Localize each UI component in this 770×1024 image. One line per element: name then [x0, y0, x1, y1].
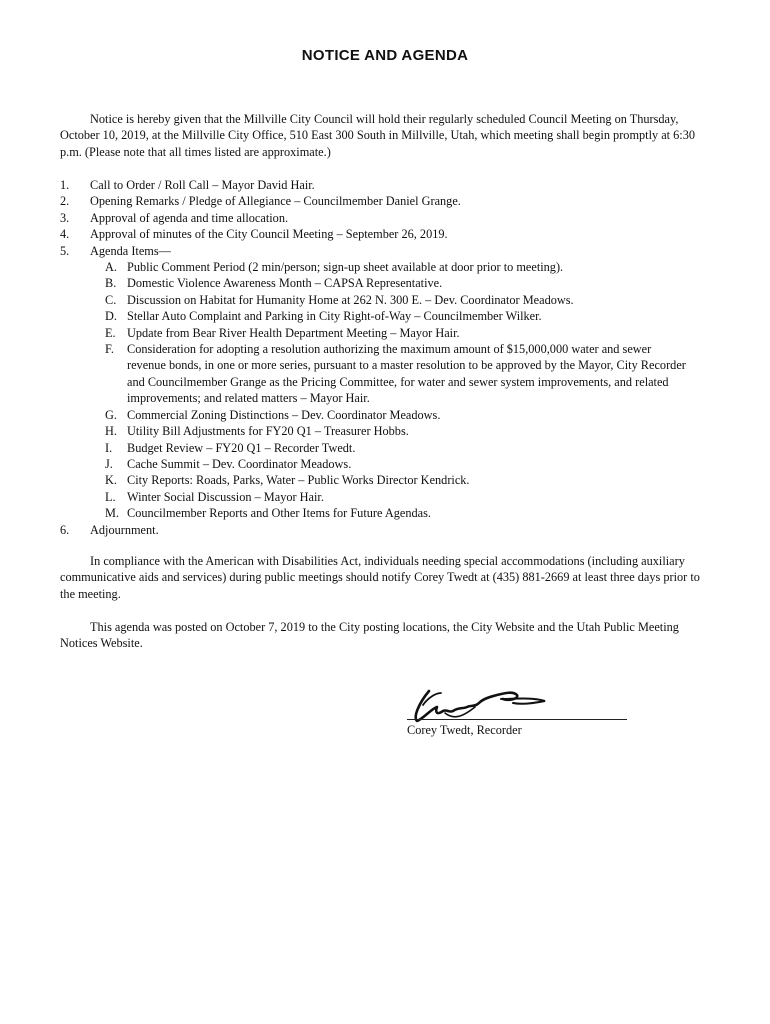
subitem-text: Public Comment Period (2 min/person; sign-up sheet available at door prior to meeting). — [127, 260, 564, 275]
subitem-letter: B. — [105, 276, 117, 291]
ada-notice-paragraph — [60, 553, 712, 602]
subitem-letter: L. — [105, 489, 116, 504]
subitem-letter: I. — [105, 440, 113, 455]
subitem-letter: C. — [105, 292, 117, 307]
subitem-letter: D. — [105, 309, 117, 324]
subitem-letter: M. — [105, 506, 120, 521]
item-number: 2. — [60, 194, 70, 209]
subitem-text: Commercial Zoning Distinctions – Dev. Coordinator Meadows. — [127, 407, 441, 422]
ada-notice-text: In compliance with the American with Disabilities Act, individuals needing special accommodations (including auxiliary communicative aids and services) during public meetings should notify Corey Twedt at (435) 881-2669 at least three days prior to the meeting. — [60, 554, 700, 601]
item-number: 1. — [60, 178, 70, 192]
item-text: Adjournment. — [90, 522, 159, 537]
intro-paragraph — [60, 111, 712, 160]
subitem-text: Councilmember Reports and Other Items for Future Agendas. — [127, 506, 431, 521]
agenda-subitems — [60, 259, 720, 522]
subitem-letter: F. — [105, 342, 114, 357]
agenda-item — [60, 210, 720, 226]
agenda-subitem — [60, 407, 720, 423]
intro-text: Notice is hereby given that the Millville City Council will hold their regularly scheduled Council Meeting on Thursday, October 10, 2019, at the Millville City Office, 510 East 300 South in Millville, Utah, which meeting shall begin promptly at 6:30 p.m. (Please note that all times listed are approximate.) — [60, 112, 696, 159]
agenda-item — [60, 177, 720, 193]
agenda-subitem — [60, 325, 720, 341]
agenda-item — [60, 193, 720, 209]
agenda-subitem — [60, 292, 720, 308]
item-text: Opening Remarks / Pledge of Allegiance – Councilmember Daniel Grange. — [90, 194, 461, 209]
subitem-text: Stellar Auto Complaint and Parking in City Right-of-Way – Councilmember Wilker. — [127, 309, 542, 324]
subitem-letter: A. — [105, 260, 117, 275]
posting-notice-paragraph — [60, 619, 712, 652]
subitem-text: Consideration for adopting a resolution authorizing the maximum amount of $15,000,000 water and sewer revenue bonds, in one or more series, pursuant to a master resolution to be approved by the Mayor, City Recorder and Councilmember Grange as the Pricing Committee, for water and sewer system improvements, and related improvements; and related matters – Mayor Hair. — [127, 342, 686, 406]
item-text: Approval of agenda and time allocation. — [90, 210, 289, 225]
subitem-letter: J. — [105, 456, 113, 471]
subitem-text: Domestic Violence Awareness Month – CAPSA Representative. — [127, 276, 443, 291]
subitem-letter: E. — [105, 325, 116, 340]
agenda-subitem — [60, 423, 720, 439]
subitem-text: Update from Bear River Health Department Meeting – Mayor Hair. — [127, 325, 460, 340]
subitem-letter: K. — [105, 473, 117, 488]
agenda-subitem — [60, 456, 720, 472]
agenda-item — [60, 243, 720, 522]
agenda-subitem — [60, 489, 720, 505]
item-text: Call to Order / Roll Call – Mayor David Hair. — [90, 178, 315, 192]
subitem-letter: G. — [105, 407, 117, 422]
agenda-subitem — [60, 259, 720, 275]
item-number: 4. — [60, 227, 70, 242]
subitem-text: Budget Review – FY20 Q1 – Recorder Twedt. — [127, 440, 356, 455]
subitem-text: Winter Social Discussion – Mayor Hair. — [127, 489, 324, 504]
subitem-text: City Reports: Roads, Parks, Water – Public Works Director Kendrick. — [127, 473, 470, 488]
agenda-item — [60, 522, 720, 538]
signatory-name: Corey Twedt, Recorder — [407, 723, 522, 737]
agenda-item — [60, 226, 720, 242]
subitem-text: Discussion on Habitat for Humanity Home at 262 N. 300 E. – Dev. Coordinator Meadows. — [127, 292, 574, 307]
item-number: 3. — [60, 210, 70, 225]
agenda-subitem — [60, 341, 720, 407]
subitem-text: Cache Summit – Dev. Coordinator Meadows. — [127, 456, 352, 471]
item-text: Agenda Items— — [90, 243, 171, 258]
item-text: Approval of minutes of the City Council Meeting – September 26, 2019. — [90, 227, 448, 242]
subitem-letter: H. — [105, 424, 117, 439]
agenda-subitem — [60, 472, 720, 488]
document-title: NOTICE AND AGENDA — [301, 47, 469, 64]
agenda-subitem — [60, 440, 720, 456]
agenda-subitem — [60, 275, 720, 291]
posting-notice-text: This agenda was posted on October 7, 2019 to the City posting locations, the City Website and the Utah Public Meeting Notices Website. — [60, 620, 679, 651]
agenda-list — [60, 177, 720, 538]
subitem-text: Utility Bill Adjustments for FY20 Q1 – Treasurer Hobbs. — [127, 424, 409, 439]
item-number: 6. — [60, 522, 70, 537]
item-number: 5. — [60, 243, 70, 258]
agenda-subitem — [60, 505, 720, 521]
agenda-subitem — [60, 308, 720, 324]
signature-line — [407, 719, 627, 720]
signature-block — [405, 685, 635, 745]
